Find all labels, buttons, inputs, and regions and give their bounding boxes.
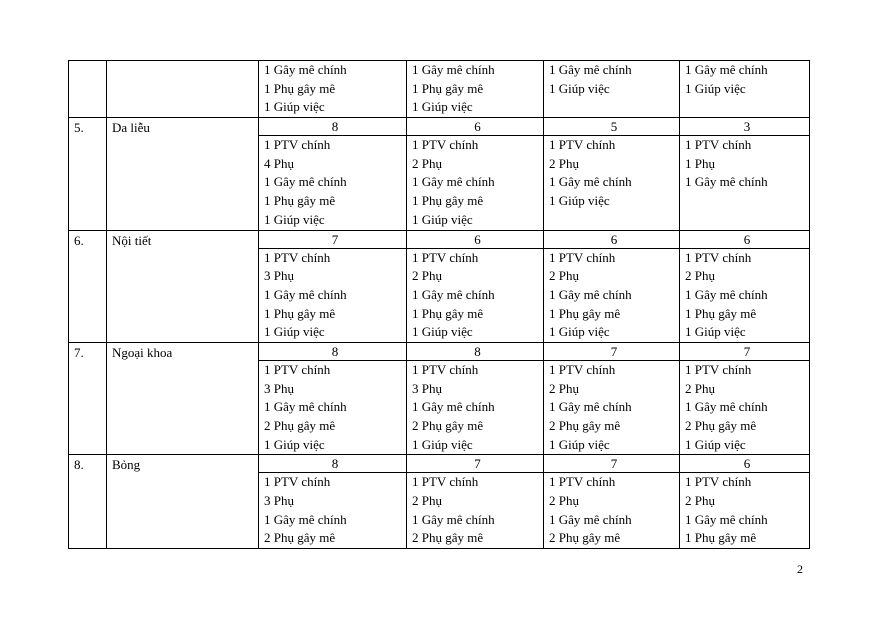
detail-cell xyxy=(407,248,544,342)
detail-line: 1 Phụ gây mê xyxy=(264,305,336,321)
detail-line: 1 Giúp việc xyxy=(412,99,473,115)
table-row xyxy=(69,342,810,360)
detail-line: 2 Phụ xyxy=(549,155,579,171)
detail-line: 1 Phụ gây mê xyxy=(412,80,484,96)
detail-cell xyxy=(407,473,544,549)
detail-line: 1 PTV chính xyxy=(264,361,331,377)
detail-cell xyxy=(407,360,544,454)
detail-cell xyxy=(259,360,407,454)
detail-line: 1 Gây mê chính xyxy=(412,511,495,527)
detail-line: 2 Phụ xyxy=(412,493,442,509)
detail-line: 2 Phụ gây mê xyxy=(412,418,484,433)
detail-line: 1 PTV chính xyxy=(264,474,331,490)
count-cell: 3 xyxy=(680,118,810,136)
detail-line: 1 PTV chính xyxy=(685,474,752,490)
detail-line: 1 Giúp việc xyxy=(412,436,473,452)
detail-line: 1 PTV chính xyxy=(549,361,616,377)
detail-line: 1 Giúp việc xyxy=(549,193,610,209)
detail-cell xyxy=(407,61,544,118)
detail-line: 1 Giúp việc xyxy=(264,324,325,340)
detail-line: 3 Phụ xyxy=(264,493,294,509)
detail-line: 1 Phụ gây mê xyxy=(264,193,336,209)
table-row xyxy=(69,118,810,136)
detail-line: 1 Gây mê chính xyxy=(264,286,347,302)
detail-line: 1 Giúp việc xyxy=(549,80,610,96)
detail-line: 1 Giúp việc xyxy=(549,324,610,340)
detail-line: 1 Phụ xyxy=(685,155,715,171)
detail-line: 1 PTV chính xyxy=(412,137,479,153)
detail-line: 2 Phụ gây mê xyxy=(685,418,757,433)
detail-cell xyxy=(680,136,810,230)
detail-line: 1 Gây mê chính xyxy=(412,286,495,302)
detail-line: 1 PTV chính xyxy=(264,249,331,265)
detail-cell xyxy=(544,360,680,454)
detail-line: 2 Phụ gây mê xyxy=(264,530,336,546)
detail-line: 2 Phụ gây mê xyxy=(549,530,621,546)
detail-line: 1 Giúp việc xyxy=(264,211,325,227)
detail-line: 1 Gây mê chính xyxy=(264,174,347,190)
detail-line: 2 Phụ xyxy=(412,155,442,171)
detail-cell xyxy=(544,473,680,549)
count-cell: 6 xyxy=(680,230,810,248)
detail-line: 3 Phụ xyxy=(412,380,442,396)
detail-line: 1 Gây mê chính xyxy=(549,511,632,527)
table-row-continuation xyxy=(69,61,810,118)
count-cell: 6 xyxy=(544,230,680,248)
detail-line: 1 PTV chính xyxy=(412,249,479,265)
detail-line: 2 Phụ gây mê xyxy=(264,418,336,433)
detail-line: 1 Gây mê chính xyxy=(412,399,495,415)
detail-line: 1 PTV chính xyxy=(685,361,752,377)
detail-line: 1 Giúp việc xyxy=(412,324,473,340)
detail-line: 1 Phụ gây mê xyxy=(412,193,484,209)
specialty-name: Bỏng xyxy=(107,455,259,549)
detail-line: 2 Phụ xyxy=(685,268,715,284)
detail-line: 2 Phụ xyxy=(685,380,715,396)
detail-cell xyxy=(259,61,407,118)
detail-line: 1 PTV chính xyxy=(264,137,331,153)
detail-line: 1 PTV chính xyxy=(549,137,616,153)
detail-line: 1 PTV chính xyxy=(412,474,479,490)
detail-line: 1 PTV chính xyxy=(549,249,616,265)
row-number: 7. xyxy=(69,342,107,454)
detail-line: 1 Gây mê chính xyxy=(412,62,495,77)
detail-line: 1 Gây mê chính xyxy=(685,399,768,415)
count-cell: 6 xyxy=(407,118,544,136)
count-cell: 8 xyxy=(407,342,544,360)
detail-line: 2 Phụ gây mê xyxy=(412,530,484,546)
specialty-name: Ngoại khoa xyxy=(107,342,259,454)
count-cell: 7 xyxy=(544,342,680,360)
detail-line: 1 Giúp việc xyxy=(264,99,325,115)
detail-line: 1 Gây mê chính xyxy=(685,174,768,190)
detail-line: 2 Phụ xyxy=(412,268,442,284)
count-cell: 5 xyxy=(544,118,680,136)
detail-cell xyxy=(259,248,407,342)
detail-line: 1 PTV chính xyxy=(549,474,616,490)
detail-cell xyxy=(680,248,810,342)
detail-line: 1 Gây mê chính xyxy=(685,62,768,77)
detail-cell xyxy=(259,136,407,230)
detail-line: 1 Gây mê chính xyxy=(264,62,347,77)
detail-line: 1 PTV chính xyxy=(685,137,752,153)
detail-line: 1 Gây mê chính xyxy=(264,511,347,527)
detail-line: 1 Giúp việc xyxy=(412,211,473,227)
detail-cell xyxy=(259,473,407,549)
count-cell: 6 xyxy=(407,230,544,248)
detail-line: 1 Giúp việc xyxy=(685,436,746,452)
table-row xyxy=(69,455,810,473)
count-cell: 7 xyxy=(259,230,407,248)
row-number: 6. xyxy=(69,230,107,342)
count-cell: 7 xyxy=(407,455,544,473)
table-row xyxy=(69,230,810,248)
detail-line: 1 Giúp việc xyxy=(549,436,610,452)
detail-line: 2 Phụ xyxy=(549,268,579,284)
detail-line: 3 Phụ xyxy=(264,380,294,396)
staffing-table xyxy=(68,60,810,549)
detail-line: 1 Gây mê chính xyxy=(264,399,347,415)
specialty-cell xyxy=(107,61,259,118)
count-cell: 8 xyxy=(259,118,407,136)
detail-line: 1 Phụ gây mê xyxy=(549,305,621,321)
number-cell xyxy=(69,61,107,118)
row-number: 8. xyxy=(69,455,107,549)
detail-cell xyxy=(544,61,680,118)
detail-line: 1 Gây mê chính xyxy=(412,174,495,190)
detail-line: 2 Phụ xyxy=(549,493,579,509)
detail-cell xyxy=(680,61,810,118)
specialty-name: Da liễu xyxy=(107,118,259,230)
detail-cell xyxy=(407,136,544,230)
count-cell: 8 xyxy=(259,342,407,360)
detail-line: 2 Phụ gây mê xyxy=(549,418,621,433)
detail-cell xyxy=(544,248,680,342)
detail-cell xyxy=(680,473,810,549)
detail-line: 1 Phụ gây mê xyxy=(685,530,757,546)
detail-line: 1 PTV chính xyxy=(685,249,752,265)
detail-line: 2 Phụ xyxy=(685,493,715,509)
detail-line: 1 Gây mê chính xyxy=(685,511,768,527)
specialty-name: Nội tiết xyxy=(107,230,259,342)
detail-line: 1 Gây mê chính xyxy=(549,62,632,77)
detail-line: 1 Gây mê chính xyxy=(549,286,632,302)
count-cell: 6 xyxy=(680,455,810,473)
detail-line: 3 Phụ xyxy=(264,268,294,284)
count-cell: 7 xyxy=(680,342,810,360)
detail-line: 1 Gây mê chính xyxy=(549,174,632,190)
detail-line: 2 Phụ xyxy=(549,380,579,396)
count-cell: 7 xyxy=(544,455,680,473)
detail-line: 4 Phụ xyxy=(264,155,294,171)
detail-cell xyxy=(544,136,680,230)
detail-line: 1 Giúp việc xyxy=(264,436,325,452)
detail-line: 1 PTV chính xyxy=(412,361,479,377)
detail-line: 1 Phụ gây mê xyxy=(264,80,336,96)
detail-line: 1 Phụ gây mê xyxy=(412,305,484,321)
detail-cell xyxy=(680,360,810,454)
detail-line: 1 Gây mê chính xyxy=(549,399,632,415)
row-number: 5. xyxy=(69,118,107,230)
page-number: 2 xyxy=(797,562,803,576)
detail-line: 1 Giúp việc xyxy=(685,324,746,340)
detail-line: 1 Giúp việc xyxy=(685,80,746,96)
detail-line: 1 Gây mê chính xyxy=(685,286,768,302)
count-cell: 8 xyxy=(259,455,407,473)
detail-line: 1 Phụ gây mê xyxy=(685,305,757,321)
